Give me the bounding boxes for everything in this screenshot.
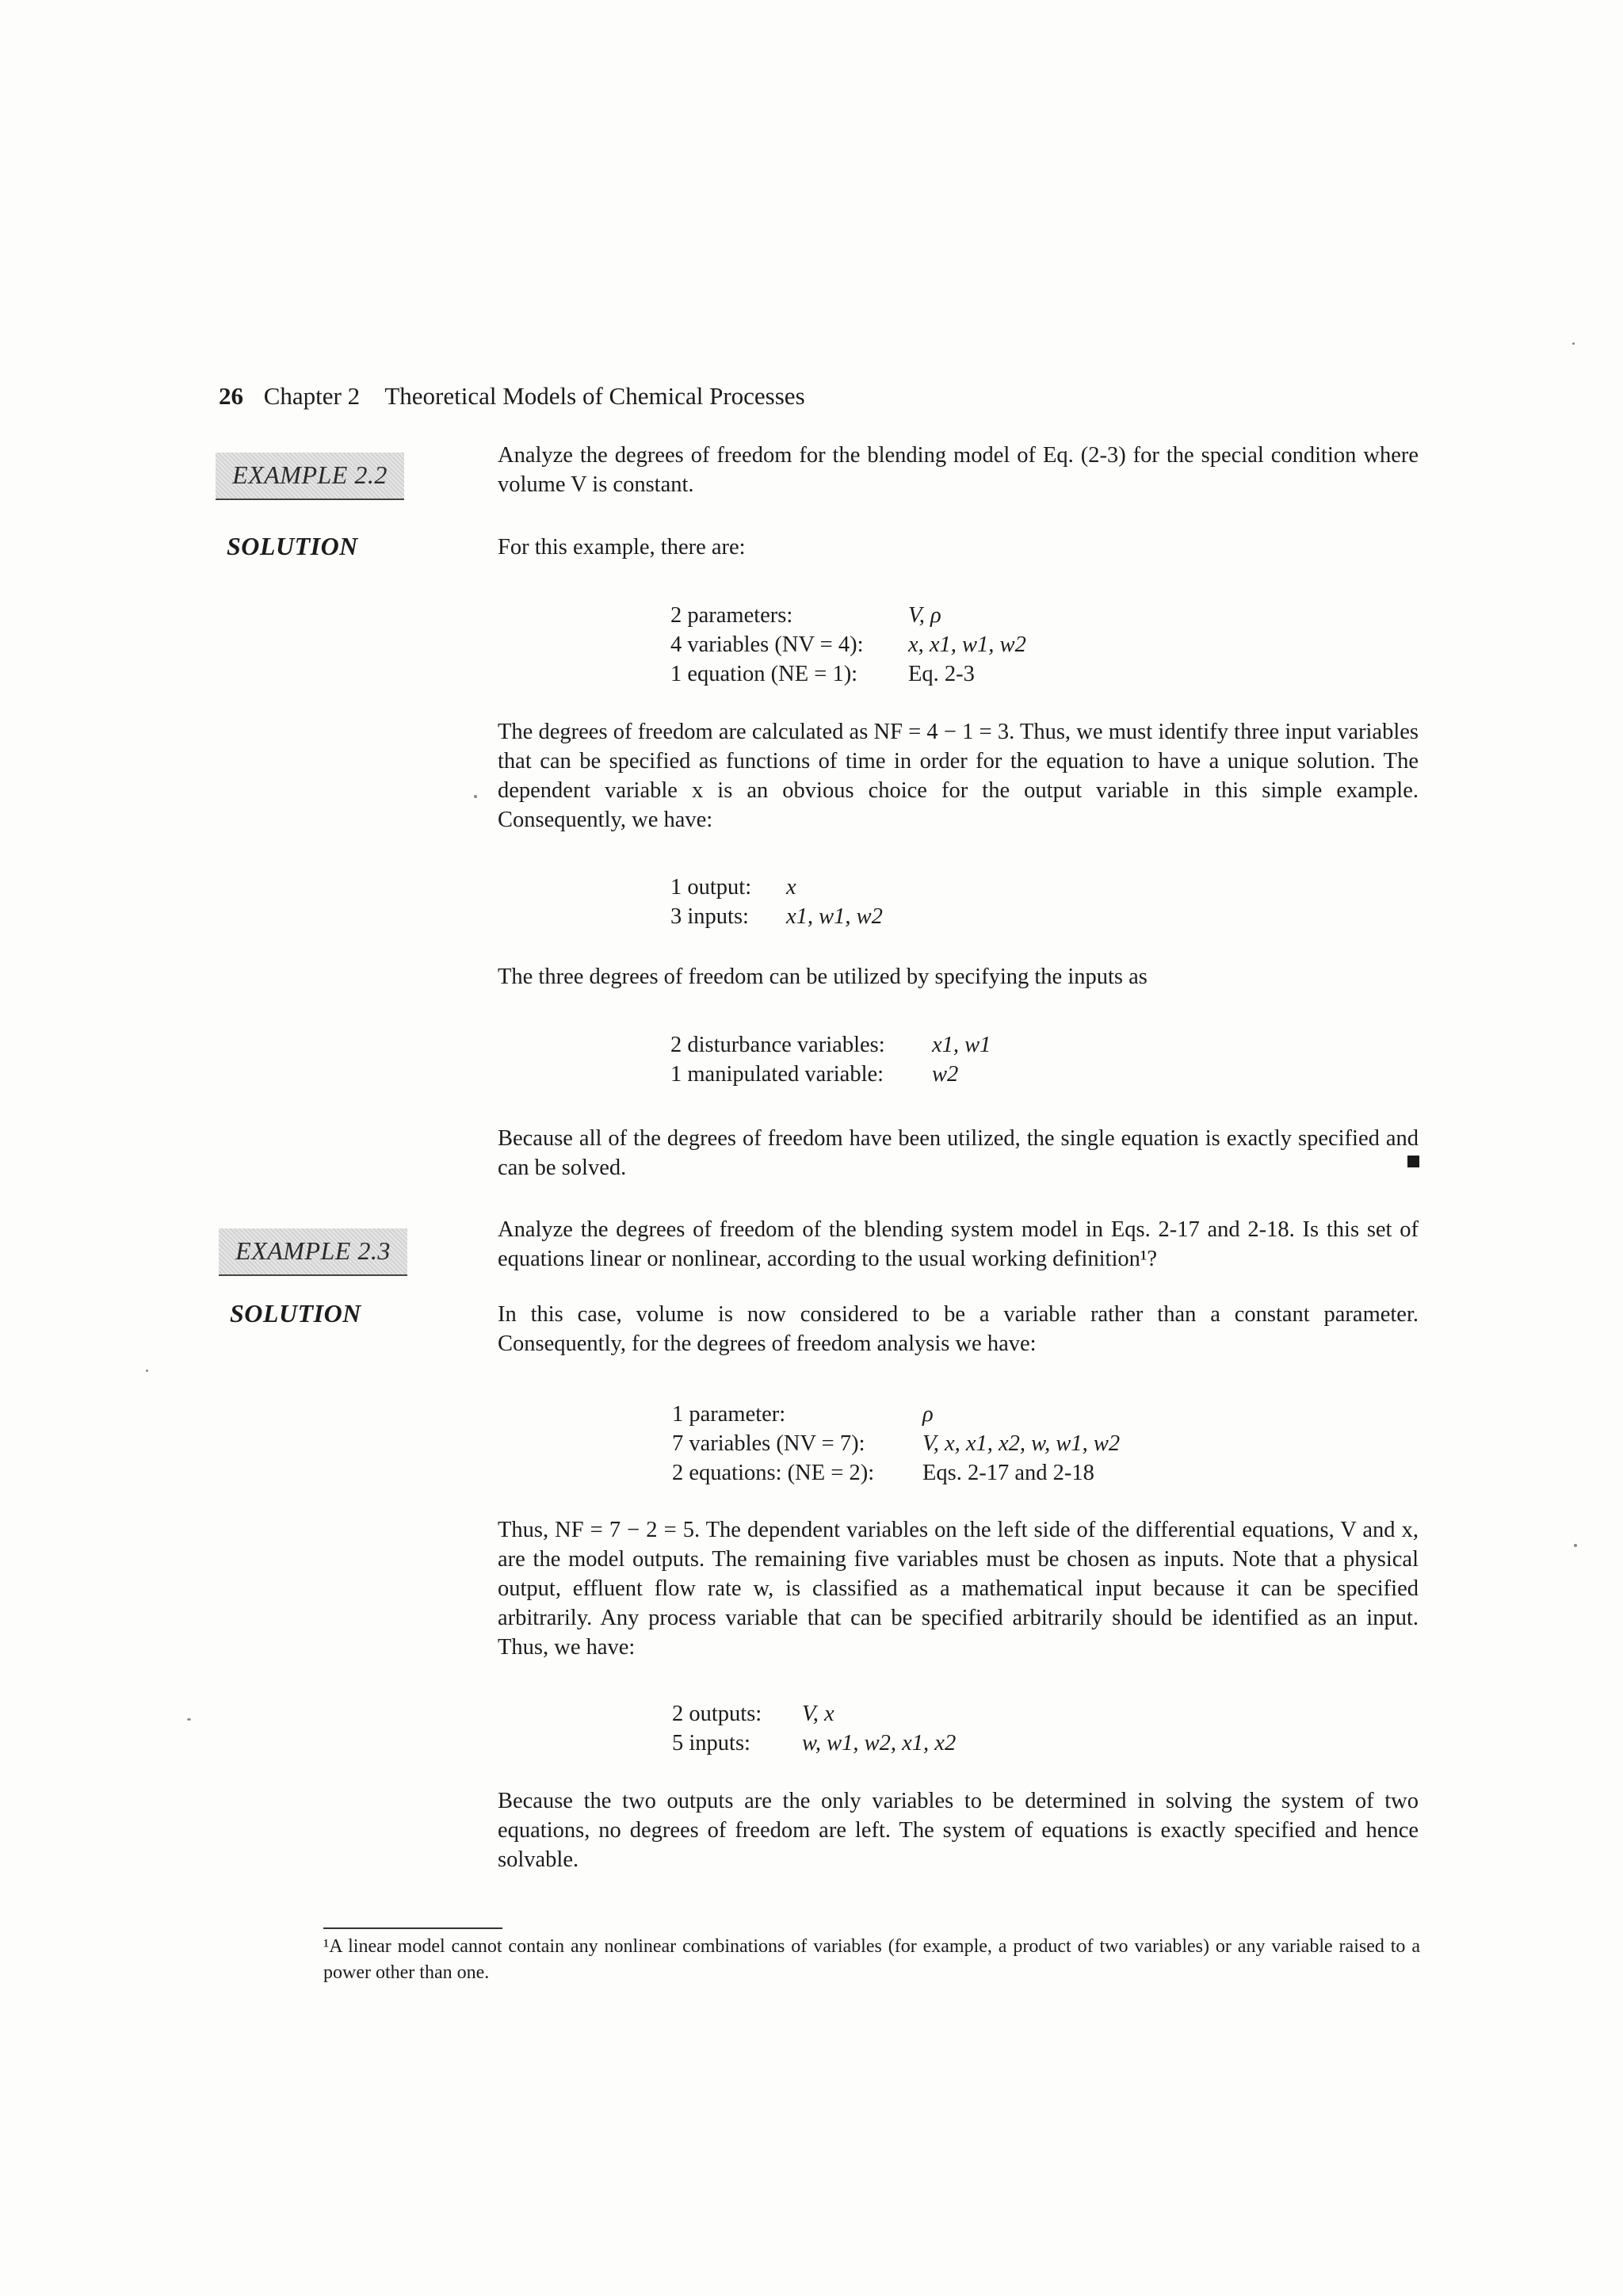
chapter-label: Chapter 2 — [263, 382, 361, 410]
example-2-2-table-3 — [670, 1030, 991, 1089]
table-row: 1 equation (NE = 1): Eq. 2-3 — [670, 662, 975, 686]
example-2-3-paragraph-2: Thus, NF = 7 − 2 = 5. The dependent variables on the left side of the differential equations, V and x, are the model outputs. The remaining five variables must be chosen as inputs. Note that a physical output, effluent flow rate w, is classified as a mathematical input because it can be specified arbitrarily. Any process variable that can be specified arbitrarily should be identified as an input. Thus, we have: — [498, 1518, 1419, 1660]
example-2-3-problem: Analyze the degrees of freedom of the blending system model in Eqs. 2-17 and 2-18. Is this set of equations linear or nonlinear, according to the usual working definition¹? — [498, 1217, 1419, 1271]
scan-speck — [1572, 342, 1575, 345]
example-2-3-label: EXAMPLE 2.3 — [235, 1236, 391, 1265]
example-2-2-intro: For this example, there are: — [498, 535, 746, 560]
page-number: 26 — [219, 382, 243, 410]
table-row: 2 equations: (NE = 2): Eqs. 2-17 and 2-18 — [672, 1461, 1094, 1485]
table-row: 5 inputs: w, w1, w2, x1, x2 — [672, 1731, 957, 1755]
example-2-2-solution-label: SOLUTION — [227, 532, 358, 560]
table-row: 2 disturbance variables: x1, w1 — [670, 1033, 991, 1057]
example-2-2-table-1 — [670, 601, 1026, 689]
example-2-2-table-2 — [670, 873, 883, 931]
scan-speck — [187, 1718, 191, 1721]
example-2-3-solution-label: SOLUTION — [230, 1299, 361, 1328]
table-row: 1 parameter: ρ — [672, 1402, 934, 1427]
table-row: 4 variables (NV = 4): x, x1, w1, w2 — [670, 632, 1026, 657]
example-2-3-intro: In this case, volume is now considered to be a variable rather than a constant parameter. Consequently, for the degrees of freedom analysis we have: — [498, 1302, 1419, 1356]
example-2-3-paragraph-3: Because the two outputs are the only variables to be determined in solving the system of two equations, no degrees of freedom are left. The system of equations is exactly specified and hence solvable. — [498, 1789, 1419, 1872]
example-2-2-label: EXAMPLE 2.2 — [232, 460, 388, 489]
example-2-2-problem: Analyze the degrees of freedom for the blending model of Eq. (2-3) for the special condition where volume V is constant. — [498, 443, 1419, 497]
example-2-2-paragraph-2: The degrees of freedom are calculated as NF = 4 − 1 = 3. Thus, we must identify three input variables that can be specified as functions of time in order for the equation to have a unique solution. The dependent variable x is an obvious choice for the output variable in this simple example. Consequently, we have: — [498, 720, 1419, 832]
example-2-2-paragraph-3: The three degrees of freedom can be utilized by specifying the inputs as — [498, 965, 1148, 989]
running-header — [219, 382, 805, 411]
example-2-3-table-1 — [672, 1400, 1120, 1488]
example-2-2-paragraph-4: Because all of the degrees of freedom have been utilized, the single equation is exactly specified and can be solved. — [498, 1126, 1419, 1180]
chapter-title: Theoretical Models of Chemical Processes — [384, 382, 805, 410]
table-row: 7 variables (NV = 7): V, x, x1, x2, w, w1, w2 — [672, 1431, 1121, 1456]
scan-speck — [474, 795, 477, 798]
table-row: 1 output: x — [670, 875, 796, 900]
scan-speck — [146, 1370, 148, 1372]
table-row: 3 inputs: x1, w1, w2 — [670, 904, 883, 929]
table-row: 2 parameters: V, ρ — [670, 603, 941, 628]
example-2-2-box — [216, 453, 404, 500]
end-of-example-mark — [1407, 1156, 1419, 1167]
footnote-rule — [323, 1927, 502, 1929]
table-row: 2 outputs: V, x — [672, 1702, 834, 1726]
example-2-3-box — [219, 1228, 407, 1276]
footnote: ¹A linear model cannot contain any nonlinear combinations of variables (for example, a product of two variables) or any variable raised to a power other than one. — [323, 1936, 1420, 1983]
table-row: 1 manipulated variable: w2 — [670, 1062, 959, 1087]
scan-speck — [1574, 1544, 1577, 1547]
example-2-3-table-2 — [672, 1699, 956, 1758]
